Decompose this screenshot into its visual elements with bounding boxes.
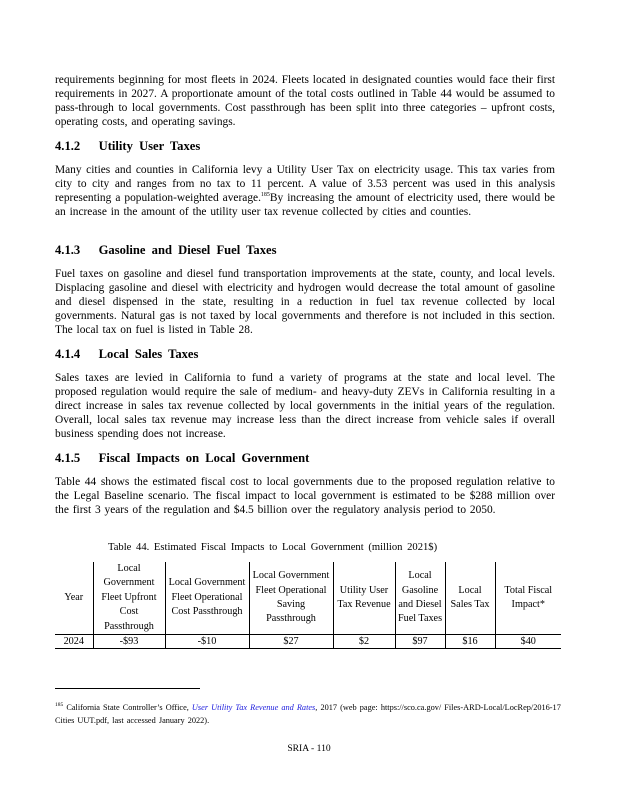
section-title: Local Sales Taxes xyxy=(98,347,199,361)
header-utility-tax: Utility User Tax Revenue xyxy=(333,562,395,635)
section-number: 4.1.4 xyxy=(55,347,81,361)
cell-fuel-taxes: $97 xyxy=(395,635,445,649)
table-caption: Table 44. Estimated Fiscal Impacts to Local Government (million 2021$) xyxy=(108,542,438,553)
section-number: 4.1.2 xyxy=(55,139,81,153)
header-sales-tax: Local Sales Tax xyxy=(445,562,495,635)
footnote xyxy=(55,702,565,727)
cell-operational-cost: -$10 xyxy=(165,635,249,649)
footnote-text-a: California State Controller’s Office, xyxy=(66,703,189,712)
header-year: Year xyxy=(64,591,84,603)
utility-tax-text-a: Many cities and counties in California levy a Utility User Tax on electricity usage. This tax varies from city to city and ranges from no tax to 11 percent. A value of 3.53 percent was used in this analysis representing a population-weighted average. xyxy=(55,164,555,204)
section-heading-4-1-4 xyxy=(55,347,198,362)
section-title: Utility User Taxes xyxy=(98,139,201,153)
header-upfront-cost: Local Government Fleet Upfront Cost Passthrough xyxy=(93,562,165,635)
section-title: Gasoline and Diesel Fuel Taxes xyxy=(98,243,277,257)
footnote-text-b: , 2017 (web page: https://sco.ca.gov/ Files-ARD-Local/LocRep/2016-17 Cities UUT.pdf, last accessed January 2022). xyxy=(55,703,561,725)
header-operational-cost: Local Government Fleet Operational Cost Passthrough xyxy=(165,562,249,635)
cell-total-impact: $40 xyxy=(495,635,561,649)
cell-sales-tax: $16 xyxy=(445,635,495,649)
section-heading-4-1-5 xyxy=(55,451,309,466)
cell-operational-saving: $27 xyxy=(249,635,333,649)
section-heading-4-1-3 xyxy=(55,243,276,258)
page-number: SRIA - 110 xyxy=(287,743,331,754)
section-number: 4.1.3 xyxy=(55,243,81,257)
cell-upfront-cost: -$93 xyxy=(93,635,165,649)
utility-tax-text-b: By increasing the amount of electricity used, there would be an increase in the amount of the utility user tax revenue collected by cities and counties. xyxy=(55,192,555,218)
fiscal-impacts-table xyxy=(55,562,561,649)
cell-utility-tax: $2 xyxy=(333,635,395,649)
header-total-impact: Total Fiscal Impact* xyxy=(495,562,561,635)
table-row xyxy=(55,635,561,649)
sales-tax-paragraph: Sales taxes are levied in California to fund a variety of programs at the state and local level. The proposed regulation would require the sale of medium- and heavy-duty ZEVs in California resulting in a direct increase in sales tax revenue collected by local governments in the initial years of the regulation. Overall, local sales tax revenue may increase less than the direct increase from vehicle sales if overall business spending does not increase. xyxy=(55,372,555,440)
section-title: Fiscal Impacts on Local Government xyxy=(98,451,310,465)
header-operational-saving: Local Government Fleet Operational Saving Passthrough xyxy=(249,562,333,635)
section-number: 4.1.5 xyxy=(55,451,81,465)
fiscal-impacts-paragraph: Table 44 shows the estimated fiscal cost to local governments due to the proposed regulation relative to the Legal Baseline scenario. The fiscal impact to local government is estimated to be $288 million over the first 3 years of the regulation and $4.5 billion over the regulatory analysis period to 2050. xyxy=(55,476,555,516)
header-fuel-taxes: Local Gasoline and Diesel Fuel Taxes xyxy=(395,562,445,635)
section-heading-4-1-2 xyxy=(55,139,200,154)
intro-paragraph: requirements beginning for most fleets in 2024. Fleets located in designated counties would face their first requirements in 2027. A proportionate amount of the total costs outlined in Table 44 would be assumed to pass-through to local governments. Cost passthrough has been split into three categories – upfront costs, operating costs, and operating savings. xyxy=(55,74,555,128)
footnote-marker: 185 xyxy=(55,702,64,709)
cell-year: 2024 xyxy=(63,636,84,648)
table-header-row xyxy=(55,562,561,635)
footnote-reference[interactable]: 185 xyxy=(260,192,270,199)
utility-tax-paragraph xyxy=(55,163,555,219)
footnote-divider xyxy=(55,688,200,689)
footnote-source-link[interactable]: User Utility Tax Revenue and Rates xyxy=(191,703,316,712)
fuel-tax-paragraph: Fuel taxes on gasoline and diesel fund transportation improvements at the state, county, and local levels. Displacing gasoline and diesel with electricity and hydrogen would decrease the total amount of gasoline and diesel dispensed in the state, resulting in a reduction in fuel tax revenue collected by local governments. Natural gas is not taxed by local governments and therefore is not included in this section. The local tax on fuel is listed in Table 28. xyxy=(55,268,555,336)
